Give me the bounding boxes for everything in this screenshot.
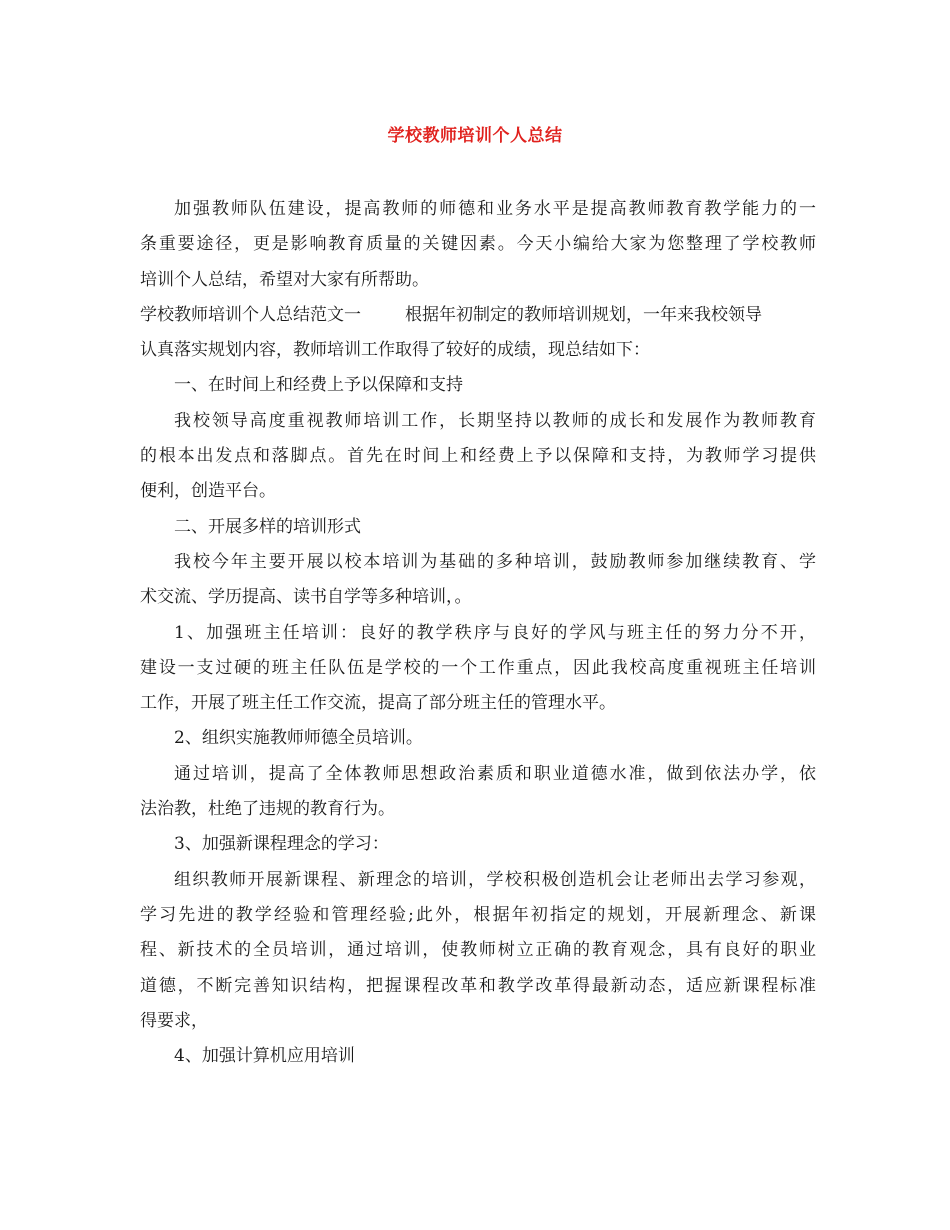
text-line: 我校今年主要开展以校本培训为基础的多种培训，鼓励教师参加继续教育、学 [174,551,816,572]
text-line: 术交流、学历提高、读书自学等多种培训，。 [140,587,472,608]
text-line: 我校领导高度重视教师培训工作，长期坚持以教师的成长和发展作为教师教育 [174,410,816,431]
text-line: 的根本出发点和落脚点。首先在时间上和经费上予以保障和支持，为教师学习提供 [140,446,816,467]
text-line: 程、新技术的全员培训，通过培训，使教师树立正确的教育观念，具有良好的职业 [140,940,816,961]
text-line: 建设一支过硬的班主任队伍是学校的一个工作重点，因此我校高度重视班主任培训 [140,657,816,678]
text-line: 4、加强计算机应用培训 [174,1046,355,1067]
text-line: 认真落实规划内容，教师培训工作取得了较好的成绩，现总结如下： [140,340,650,361]
document-title: 学校教师培训个人总结 [387,126,563,146]
text-line [140,298,816,333]
paragraph-text: 根据年初制定的教师培训规划，一年来我校领导 [405,304,762,325]
text-line: 培训个人总结，希望对大家有所帮助。 [140,269,429,290]
text-line: 一、在时间上和经费上予以保障和支持 [174,375,463,396]
text-line: 1、加强班主任培训：良好的教学秩序与良好的学风与班主任的努力分不开， [174,622,816,643]
text-line: 通过培训，提高了全体教师思想政治素质和职业道德水准，做到依法办学，依 [174,763,816,784]
text-line: 便利，创造平台。 [140,481,276,502]
document-body [140,192,816,1074]
text-line: 3、加强新课程理念的学习： [174,834,389,855]
text-line: 二、开展多样的培训形式 [174,516,361,537]
text-line: 加强教师队伍建设，提高教师的师德和业务水平是提高教师教育教学能力的一 [174,199,816,219]
text-line: 道德，不断完善知识结构，把握课程改革和教学改革得最新动态，适应新课程标准 [140,975,816,996]
section-heading: 学校教师培训个人总结范文一 [140,304,361,325]
text-line: 得要求， [140,1010,208,1031]
text-line: 2、组织实施教师师德全员培训。 [174,728,423,749]
text-line: 学习先进的教学经验和管理经验;此外，根据年初指定的规划，开展新理念、新课 [140,904,816,925]
text-line: 工作，开展了班主任工作交流，提高了部分班主任的管理水平。 [140,693,616,714]
text-line: 条重要途径，更是影响教育质量的关键因素。今天小编给大家为您整理了学校教师 [140,234,816,255]
text-line: 法治教，杜绝了违规的教育行为。 [140,799,395,820]
text-line: 组织教师开展新课程、新理念的培训，学校积极创造机会让老师出去学习参观， [174,869,816,890]
